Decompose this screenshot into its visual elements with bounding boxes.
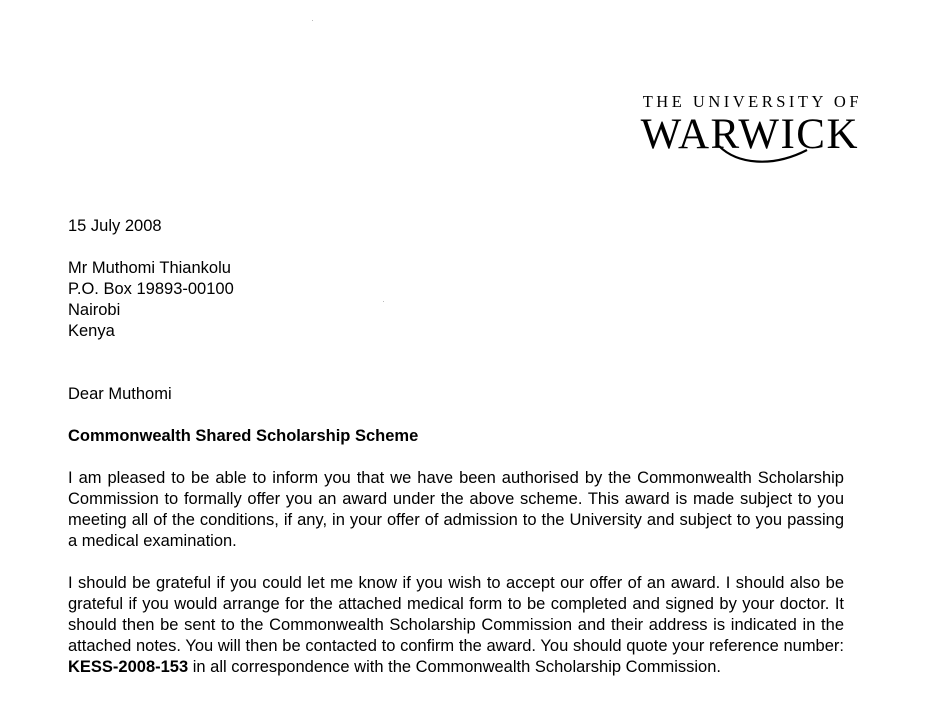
logo-wordmark-text: WARWICK bbox=[640, 111, 859, 158]
recipient-country: Kenya bbox=[68, 322, 115, 340]
paragraph-2 bbox=[68, 573, 844, 678]
university-logo bbox=[640, 92, 862, 158]
recipient-city: Nairobi bbox=[68, 301, 121, 319]
logo-wordmark-warwick bbox=[640, 111, 859, 158]
letter-subject: Commonwealth Shared Scholarship Scheme bbox=[68, 427, 419, 445]
letter-body bbox=[68, 216, 844, 699]
paragraph-2-text-before-reference: I should be grateful if you could let me know if you wish to accept our offer of an award. I should also be grateful if you would arrange for the attached medical form to be completed and signed by your doctor. It should then be sent to the Commonwealth Scholarship Commission and their address is indicated in the attached notes. You will then be contacted to confirm the award. You should quote your reference number: bbox=[68, 574, 844, 655]
recipient-name: Mr Muthomi Thiankolu bbox=[68, 259, 231, 277]
logo-line-university-of: THE UNIVERSITY OF bbox=[642, 92, 862, 111]
reference-number: KESS-2008-153 bbox=[68, 658, 189, 676]
recipient-po-box: P.O. Box 19893-00100 bbox=[68, 280, 234, 298]
salutation: Dear Muthomi bbox=[68, 385, 172, 403]
letter-date: 15 July 2008 bbox=[68, 217, 162, 235]
scan-speck bbox=[312, 20, 313, 21]
recipient-address bbox=[68, 258, 844, 342]
logo-swoosh-icon bbox=[717, 144, 809, 166]
paragraph-1: I am pleased to be able to inform you that we have been authorised by the Commonwealth Scholarship Commission to formally offer you an award under the above scheme. This award is made subject to you meeting all of the conditions, if any, in your offer of admission to the University and subject to you passing a medical examination. bbox=[68, 469, 844, 550]
paragraph-2-text-after-reference: in all correspondence with the Commonwealth Scholarship Commission. bbox=[188, 658, 721, 676]
